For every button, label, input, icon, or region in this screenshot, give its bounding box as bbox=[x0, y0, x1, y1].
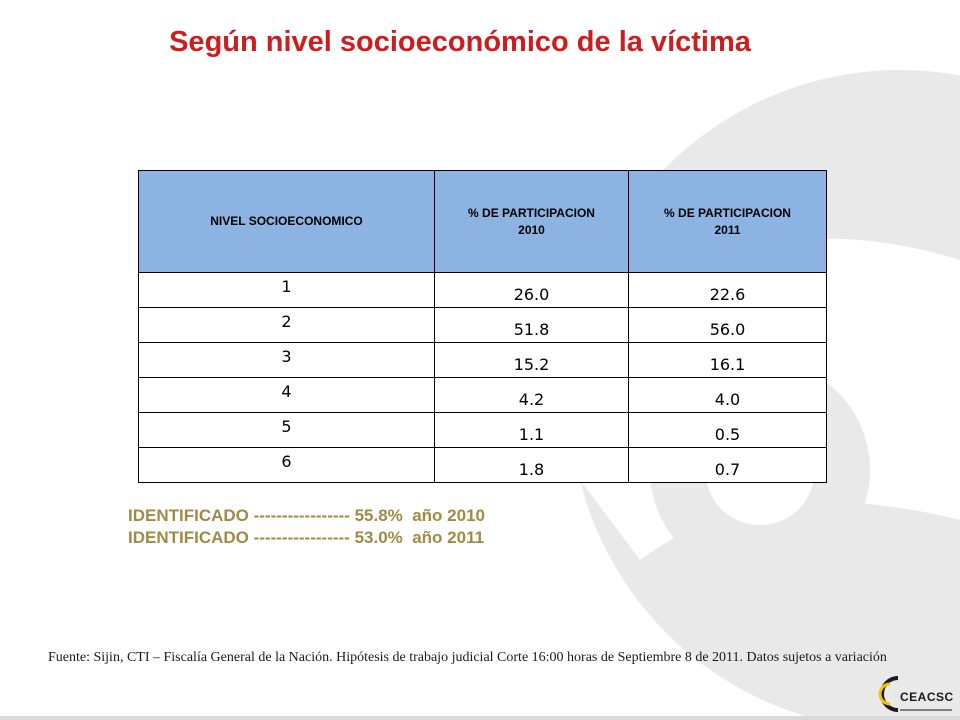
header-2010: % DE PARTICIPACION 2010 bbox=[435, 171, 629, 273]
identified-summary bbox=[128, 505, 485, 549]
cell-2011: 0.5 bbox=[629, 413, 827, 448]
identified-2010: IDENTIFICADO ----------------- 55.8% año 2010 bbox=[128, 506, 485, 525]
cell-2011: 4.0 bbox=[629, 378, 827, 413]
page-title: Según nivel socioeconómico de la víctima bbox=[169, 26, 751, 58]
ceacsc-logo-text: CEACSC bbox=[900, 690, 954, 704]
socioeconomic-table bbox=[138, 170, 827, 483]
cell-2010: 15.2 bbox=[435, 343, 629, 378]
footer-divider bbox=[0, 716, 960, 720]
cell-2010: 26.0 bbox=[435, 273, 629, 308]
header-nivel: NIVEL SOCIOECONOMICO bbox=[139, 171, 435, 273]
cell-2011: 56.0 bbox=[629, 308, 827, 343]
table-row bbox=[139, 413, 827, 448]
cell-2010: 51.8 bbox=[435, 308, 629, 343]
cell-2010: 4.2 bbox=[435, 378, 629, 413]
table-header-row bbox=[139, 171, 827, 273]
cell-2011: 0.7 bbox=[629, 448, 827, 483]
header-2011: % DE PARTICIPACION 2011 bbox=[629, 171, 827, 273]
cell-2011: 16.1 bbox=[629, 343, 827, 378]
table-row bbox=[139, 308, 827, 343]
cell-nivel: 1 bbox=[139, 273, 435, 308]
cell-nivel: 6 bbox=[139, 448, 435, 483]
table-row bbox=[139, 448, 827, 483]
cell-nivel: 2 bbox=[139, 308, 435, 343]
source-note: Fuente: Sijin, CTI – Fiscalía General de la Nación. Hipótesis de trabajo judicial Corte 16:00 horas de Septiembre 8 de 2011. Datos sujetos a variación bbox=[48, 650, 887, 665]
cell-2011: 22.6 bbox=[629, 273, 827, 308]
cell-2010: 1.1 bbox=[435, 413, 629, 448]
table-row bbox=[139, 273, 827, 308]
table-row bbox=[139, 343, 827, 378]
cell-nivel: 4 bbox=[139, 378, 435, 413]
cell-nivel: 3 bbox=[139, 343, 435, 378]
table-row bbox=[139, 378, 827, 413]
cell-2010: 1.8 bbox=[435, 448, 629, 483]
identified-2011: IDENTIFICADO ----------------- 53.0% año 2011 bbox=[128, 528, 485, 547]
cell-nivel: 5 bbox=[139, 413, 435, 448]
